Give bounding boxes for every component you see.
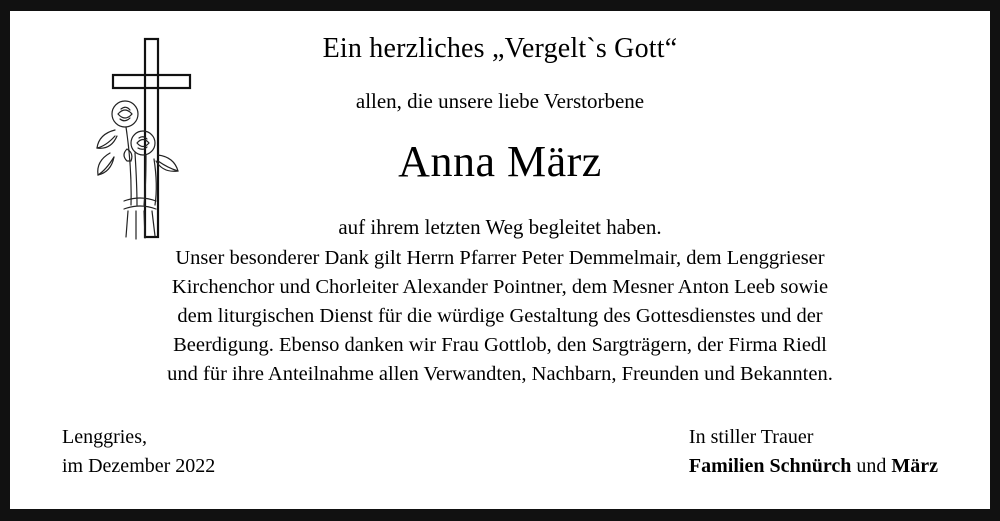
deceased-name: Anna März: [398, 137, 602, 186]
thanks-line: dem liturgischen Dienst für die würdige Gestaltung des Gottesdienstes und der: [177, 305, 823, 328]
afterline-text: auf ihrem letzten Weg begleitet haben.: [338, 215, 662, 239]
family-name-primary: Familien Schnürch: [688, 455, 852, 477]
footer-place: Lenggries,: [62, 426, 147, 448]
mourning-families: [689, 452, 938, 481]
obituary-card: [10, 11, 990, 509]
thanks-line: Unser besonderer Dank gilt Herrn Pfarrer Peter Demmelmair, dem Lenggrieser: [175, 247, 825, 269]
thanks-line: Kirchenchor und Chorleiter Alexander Pointner, dem Mesner Anton Leeb sowie: [171, 276, 829, 299]
family-name-secondary: März: [891, 455, 938, 477]
subline-text: allen, die unsere liebe Verstorbene: [355, 89, 645, 113]
mourning-label: In stiller Trauer: [688, 426, 814, 448]
headline-text: Ein herzliches „Vergelt`s Gott“: [322, 33, 678, 64]
thanks-line: Beerdigung. Ebenso danken wir Frau Gottlob, den Sargträgern, der Firma Riedl: [173, 334, 827, 357]
thanks-paragraph: [10, 240, 990, 390]
footer: [10, 423, 990, 481]
footer-place-date: [62, 423, 215, 481]
cross-with-roses-icon: [88, 35, 218, 245]
thanks-line: und für ihre Anteilnahme allen Verwandten, Nachbarn, Freunden und Bekannten.: [167, 363, 833, 386]
footer-mourning: [689, 423, 938, 481]
footer-date: im Dezember 2022: [62, 455, 216, 477]
family-conjunction: und: [851, 455, 892, 477]
